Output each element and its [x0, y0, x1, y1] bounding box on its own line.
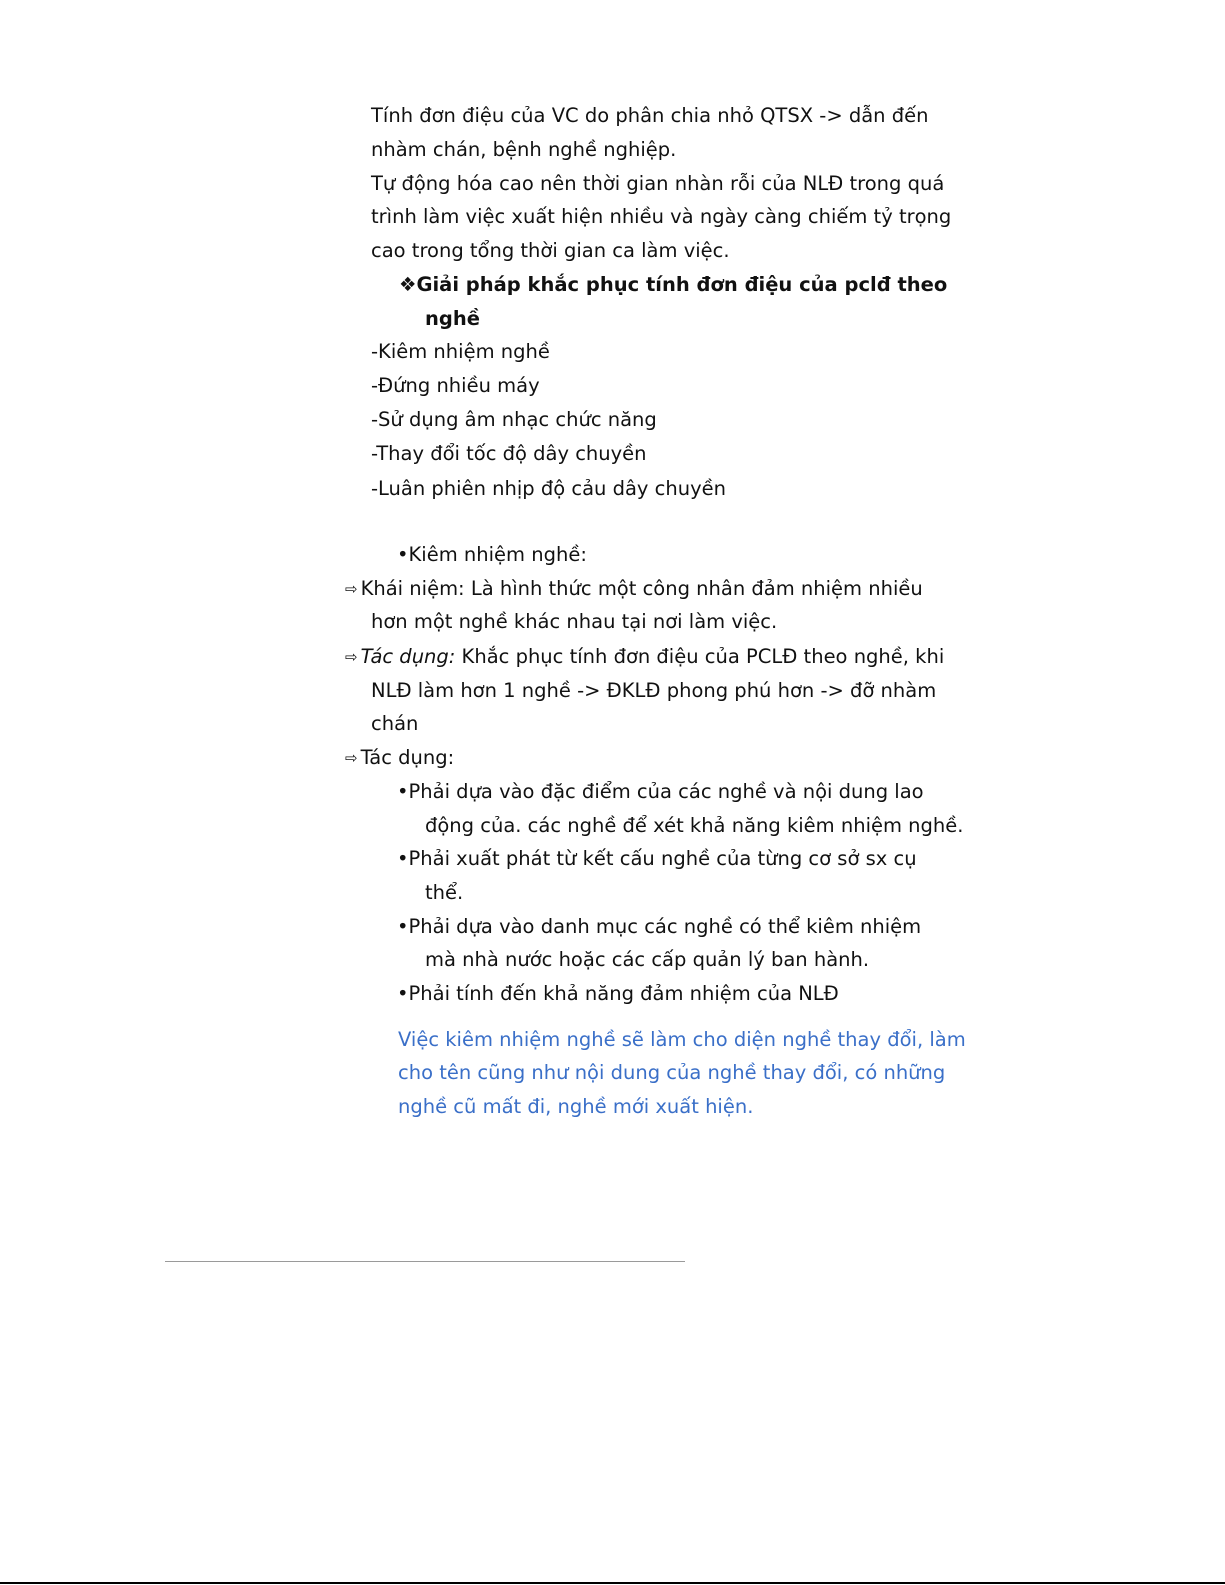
arrow-right-icon: ⇨: [345, 580, 358, 598]
concept-line1: [345, 577, 923, 601]
effect-label: Tác dụng:: [360, 645, 456, 668]
note-line: cho tên cũng như nội dung của nghề thay đổi, có những: [398, 1061, 946, 1084]
intro-line: Tính đơn điệu của VC do phân chia nhỏ QTSX -> dẫn đến: [371, 104, 929, 127]
concept-text: Khái niệm: Là hình thức một công nhân đảm nhiệm nhiều: [360, 577, 923, 600]
page-bottom-border: [0, 1582, 1225, 1584]
solution-heading-line2: nghề: [425, 307, 480, 330]
intro-line: trình làm việc xuất hiện nhiều và ngày càng chiếm tỷ trọng: [371, 205, 952, 228]
solution-heading: [399, 273, 947, 297]
arrow-right-icon: ⇨: [345, 648, 358, 666]
requirement-item-cont: mà nhà nước hoặc các cấp quản lý ban hành.: [425, 948, 870, 971]
requirement-item: •Phải dựa vào đặc điểm của các nghề và nội dung lao: [397, 780, 924, 803]
note-line: Việc kiêm nhiệm nghề sẽ làm cho diện nghề thay đổi, làm: [398, 1028, 966, 1051]
effect-line3: chán: [371, 712, 419, 735]
solution-item: -Sử dụng âm nhạc chức năng: [371, 408, 657, 431]
requirement-item-cont: thể.: [425, 881, 464, 904]
solution-heading-line1: Giải pháp khắc phục tính đơn điệu của pclđ theo: [416, 273, 948, 296]
solution-item: -Luân phiên nhịp độ cảu dây chuyền: [371, 477, 726, 500]
effect-line2: NLĐ làm hơn 1 nghề -> ĐKLĐ phong phú hơn -> đỡ nhàm: [371, 679, 937, 702]
note-line: nghề cũ mất đi, nghề mới xuất hiện.: [398, 1095, 754, 1118]
requirement-item: •Phải tính đến khả năng đảm nhiệm của NLĐ: [397, 982, 839, 1005]
footnote-separator: [165, 1261, 685, 1262]
solution-item: -Thay đổi tốc độ dây chuyền: [371, 442, 647, 465]
requirement-item: •Phải xuất phát từ kết cấu nghề của từng cơ sở sx cụ: [397, 847, 917, 870]
intro-line: cao trong tổng thời gian ca làm việc.: [371, 239, 730, 262]
effect2-label: Tác dụng:: [360, 746, 455, 769]
arrow-right-icon: ⇨: [345, 749, 358, 767]
intro-line: nhàm chán, bệnh nghề nghiệp.: [371, 138, 677, 161]
requirement-item-cont: động của. các nghề để xét khả năng kiêm nhiệm nghề.: [425, 814, 964, 837]
solution-item: -Đứng nhiều máy: [371, 374, 540, 397]
concept-line2: hơn một nghề khác nhau tại nơi làm việc.: [371, 610, 778, 633]
diamond-bullet-icon: ❖: [399, 273, 417, 296]
requirement-item: •Phải dựa vào danh mục các nghề có thể kiêm nhiệm: [397, 915, 922, 938]
effect-text: Khắc phục tính đơn điệu của PCLĐ theo nghề, khi: [455, 645, 945, 668]
intro-line: Tự động hóa cao nên thời gian nhàn rỗi của NLĐ trong quá: [371, 172, 945, 195]
solution-item: -Kiêm nhiệm nghề: [371, 340, 550, 363]
section-title: •Kiêm nhiệm nghề:: [397, 543, 587, 566]
effect-line1: [345, 645, 944, 669]
effect2-line: [345, 746, 454, 770]
